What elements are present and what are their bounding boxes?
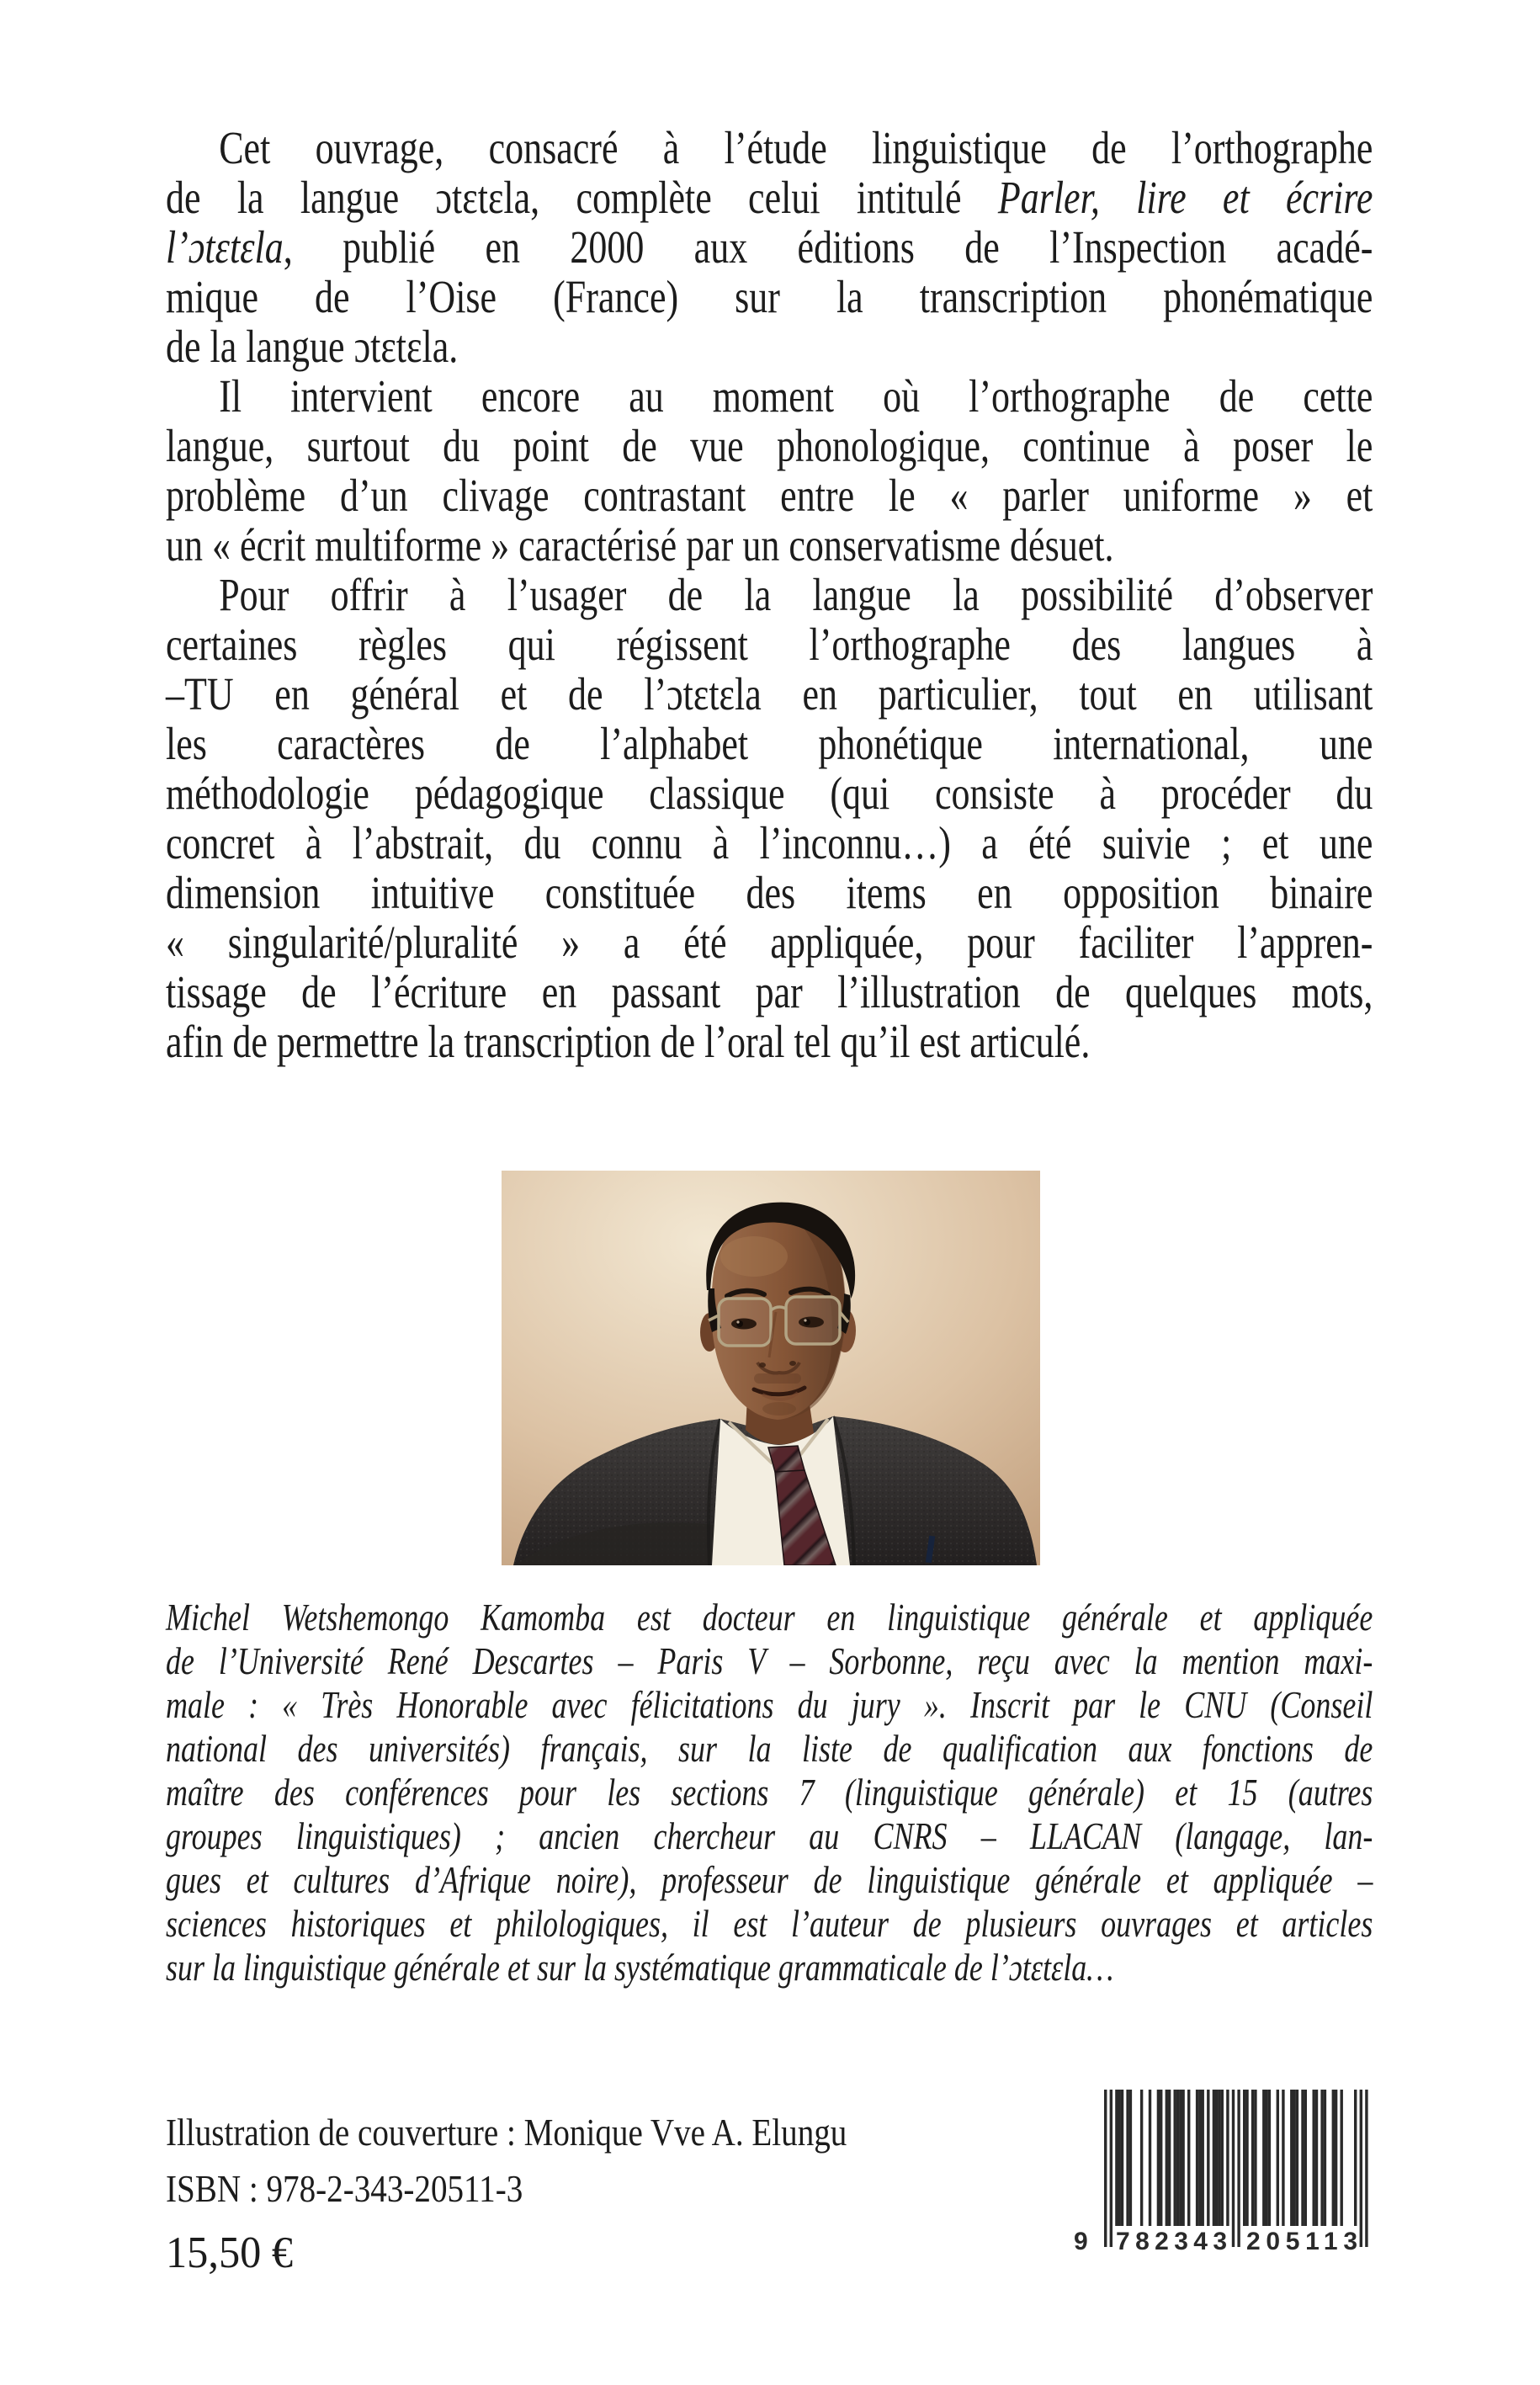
barcode-bar xyxy=(1243,2090,1245,2226)
barcode-bar xyxy=(1118,2090,1121,2226)
italic-text-segment: Parler, lire et écrire xyxy=(997,172,1373,223)
barcode-bar xyxy=(1187,2090,1190,2226)
text-line xyxy=(166,719,1373,768)
text-line xyxy=(166,222,1373,272)
author-photo xyxy=(502,1171,1040,1565)
paragraph xyxy=(166,1596,1540,1989)
eye-right xyxy=(799,1317,824,1328)
blurb-text xyxy=(166,123,1540,1066)
barcode-bar xyxy=(1115,2090,1118,2226)
text-segment: de la langue ɔtɛtɛla. xyxy=(166,321,459,372)
text-segment: afin de permettre la transcription de l’oral tel qu’il est articulé. xyxy=(166,1016,1091,1067)
barcode-bar xyxy=(1282,2090,1284,2226)
barcode-bar xyxy=(1324,2090,1326,2226)
text-segment: concret à l’abstrait, du connu à l’inconnu…) a été suivie ; et une xyxy=(166,817,1373,868)
barcode-bar xyxy=(1182,2090,1184,2226)
text-segment: –TU en général et de l’ɔtɛtɛla en particulier, tout en utilisant xyxy=(166,668,1373,720)
text-segment: mique de l’Oise (France) sur la transcription phonématique xyxy=(166,271,1373,322)
text-segment: certaines règles qui régissent l’orthographe des langues à xyxy=(166,619,1373,670)
barcode-bar xyxy=(1104,2090,1107,2247)
barcode-bar xyxy=(1268,2090,1271,2226)
barcode-bar xyxy=(1332,2090,1335,2226)
text-segment: sur la linguistique générale et sur la systématique grammaticale de l’ɔtɛtɛla… xyxy=(166,1947,1114,1989)
text-line xyxy=(166,1946,1373,1989)
text-line xyxy=(166,917,1373,967)
text-segment: tissage de l’écriture en passant par l’illustration de quelques mots, xyxy=(166,966,1373,1017)
text-line xyxy=(166,123,1373,173)
barcode-bar xyxy=(1251,2090,1254,2226)
barcode-bar xyxy=(1157,2090,1160,2226)
text-line xyxy=(166,967,1373,1017)
barcode-bar xyxy=(1226,2090,1229,2226)
eye-glint-right xyxy=(804,1319,806,1321)
text-line xyxy=(166,1858,1373,1902)
barcode-bar xyxy=(1293,2090,1295,2226)
author-bio xyxy=(166,1596,1540,1989)
barcode-digits-group2: 205113 xyxy=(1246,2228,1357,2255)
paragraph xyxy=(166,570,1540,1066)
barcode-bar xyxy=(1198,2090,1201,2226)
barcode-bar xyxy=(1218,2090,1220,2226)
barcode-bar xyxy=(1121,2090,1123,2226)
barcode xyxy=(1069,2090,1405,2255)
text-segment: Il intervient encore au moment où l’orthographe de cette xyxy=(219,370,1373,422)
barcode-bar xyxy=(1341,2090,1343,2226)
chin-shade xyxy=(762,1402,796,1416)
text-segment: Michel Wetshemongo Kamomba est docteur en linguistique générale et appliquée xyxy=(166,1596,1373,1639)
barcode-bar xyxy=(1207,2090,1209,2226)
text-segment: problème d’un clivage contrastant entre le « parler uniforme » et xyxy=(166,470,1373,521)
text-line xyxy=(166,470,1373,520)
forehead-highlight xyxy=(720,1236,788,1277)
price-label: 15,50 € xyxy=(166,2228,294,2277)
barcode-bar xyxy=(1360,2090,1362,2247)
barcode-bar xyxy=(1110,2090,1113,2247)
barcode-bar xyxy=(1221,2090,1224,2226)
barcode-bar xyxy=(1335,2090,1337,2226)
barcode-bar xyxy=(1301,2090,1304,2226)
barcode-bar xyxy=(1232,2090,1235,2247)
text-line xyxy=(166,1596,1373,1639)
text-line xyxy=(166,1727,1373,1771)
nostril-left xyxy=(759,1362,766,1368)
text-line xyxy=(166,818,1373,868)
barcode-bar xyxy=(1196,2090,1198,2226)
text-segment: langue, surtout du point de vue phonologique, continue à poser le xyxy=(166,420,1373,471)
barcode-bar xyxy=(1254,2090,1256,2226)
barcode-bar xyxy=(1168,2090,1171,2226)
barcode-bar xyxy=(1174,2090,1176,2226)
barcode-bar xyxy=(1315,2090,1318,2226)
paragraph xyxy=(166,123,1540,371)
text-line xyxy=(166,1771,1373,1814)
text-segment: male : « Très Honorable avec félicitations du jury ». Inscrit par le CNU (Conseil xyxy=(166,1684,1373,1726)
eye-left xyxy=(731,1319,757,1330)
tie-knot xyxy=(768,1446,805,1472)
isbn-line: ISBN : 978-2-343-20511-3 xyxy=(166,2167,523,2210)
mustache-shade xyxy=(754,1373,801,1384)
text-line xyxy=(166,1902,1373,1946)
paragraph xyxy=(166,371,1540,570)
text-line xyxy=(166,421,1373,470)
barcode-bar xyxy=(1202,2090,1204,2226)
barcode-digit-lead: 9 xyxy=(1074,2228,1088,2255)
barcode-digits-group1: 782343 xyxy=(1116,2228,1227,2255)
text-segment: de la langue ɔtɛtɛla, complète celui intitulé xyxy=(166,172,998,223)
text-line xyxy=(166,1683,1373,1727)
text-line xyxy=(166,173,1373,222)
barcode-bar xyxy=(1140,2090,1143,2226)
barcode-bar xyxy=(1245,2090,1248,2226)
barcode-bar xyxy=(1237,2090,1240,2247)
text-line xyxy=(166,868,1373,917)
cover-illustration-credit: Illustration de couverture : Monique Vve A. Elungu xyxy=(166,2111,847,2154)
barcode-bar xyxy=(1320,2090,1323,2226)
barcode-bar xyxy=(1262,2090,1265,2226)
barcode-bar xyxy=(1277,2090,1279,2226)
barcode-bar xyxy=(1129,2090,1132,2226)
text-segment: méthodologie pédagogique classique (qui consiste à procéder du xyxy=(166,768,1373,819)
text-segment: un « écrit multiforme » caractérisé par un conservatisme désuet. xyxy=(166,519,1114,571)
text-line xyxy=(166,272,1373,321)
text-line xyxy=(166,321,1373,371)
italic-text-segment: l’ɔtɛtɛla xyxy=(166,221,284,273)
barcode-bar xyxy=(1313,2090,1315,2226)
text-line xyxy=(166,520,1373,570)
barcode-bar xyxy=(1179,2090,1182,2226)
nostril-right xyxy=(789,1361,796,1366)
barcode-bar xyxy=(1265,2090,1267,2226)
text-segment: « singularité/pluralité » a été appliquée, pour faciliter l’appren- xyxy=(166,916,1373,968)
text-segment: Cet ouvrage, consacré à l’étude linguistique de l’orthographe xyxy=(219,122,1373,173)
text-line xyxy=(166,1814,1373,1858)
text-segment: national des universités) français, sur la liste de qualification aux fonctions de xyxy=(166,1728,1373,1770)
barcode-bar xyxy=(1160,2090,1162,2226)
text-segment: Pour offrir à l’usager de la langue la possibilité d’observer xyxy=(219,569,1373,620)
text-segment: groupes linguistiques) ; ancien chercheur au CNRS – LLACAN (langage, lan- xyxy=(166,1815,1373,1857)
barcode-bar xyxy=(1365,2090,1367,2247)
text-segment: maître des conférences pour les sections 7 (linguistique générale) et 15 (autres xyxy=(166,1771,1373,1814)
text-line xyxy=(166,768,1373,818)
text-line xyxy=(166,371,1373,421)
text-segment: dimension intuitive constituée des items en opposition binaire xyxy=(166,867,1373,918)
barcode-bar xyxy=(1304,2090,1307,2226)
barcode-bar xyxy=(1290,2090,1293,2226)
barcode-bar xyxy=(1215,2090,1218,2226)
text-segment: les caractères de l’alphabet phonétique international, une xyxy=(166,718,1373,769)
text-line xyxy=(166,669,1373,719)
eye-glint-left xyxy=(736,1320,739,1323)
barcode-bar xyxy=(1296,2090,1298,2226)
text-segment: sciences historiques et philologiques, il est l’auteur de plusieurs ouvrages et articles xyxy=(166,1903,1373,1945)
barcode-bar xyxy=(1213,2090,1215,2226)
barcode-bar xyxy=(1149,2090,1151,2226)
text-line xyxy=(166,619,1373,669)
barcode-bar xyxy=(1166,2090,1168,2226)
text-segment: de l’Université René Descartes – Paris V – Sorbonne, reçu avec la mention maxi- xyxy=(166,1640,1373,1682)
text-line xyxy=(166,1639,1373,1683)
text-segment: gues et cultures d’Afrique noire), professeur de linguistique générale et appliquée – xyxy=(166,1859,1373,1901)
text-line xyxy=(166,570,1373,619)
barcode-bars xyxy=(1104,2090,1368,2247)
text-segment: , publié en 2000 aux éditions de l’Inspection acadé- xyxy=(283,221,1373,273)
barcode-bar xyxy=(1126,2090,1128,2226)
barcode-bar xyxy=(1354,2090,1357,2226)
barcode-bar xyxy=(1176,2090,1179,2226)
text-line xyxy=(166,1017,1373,1066)
